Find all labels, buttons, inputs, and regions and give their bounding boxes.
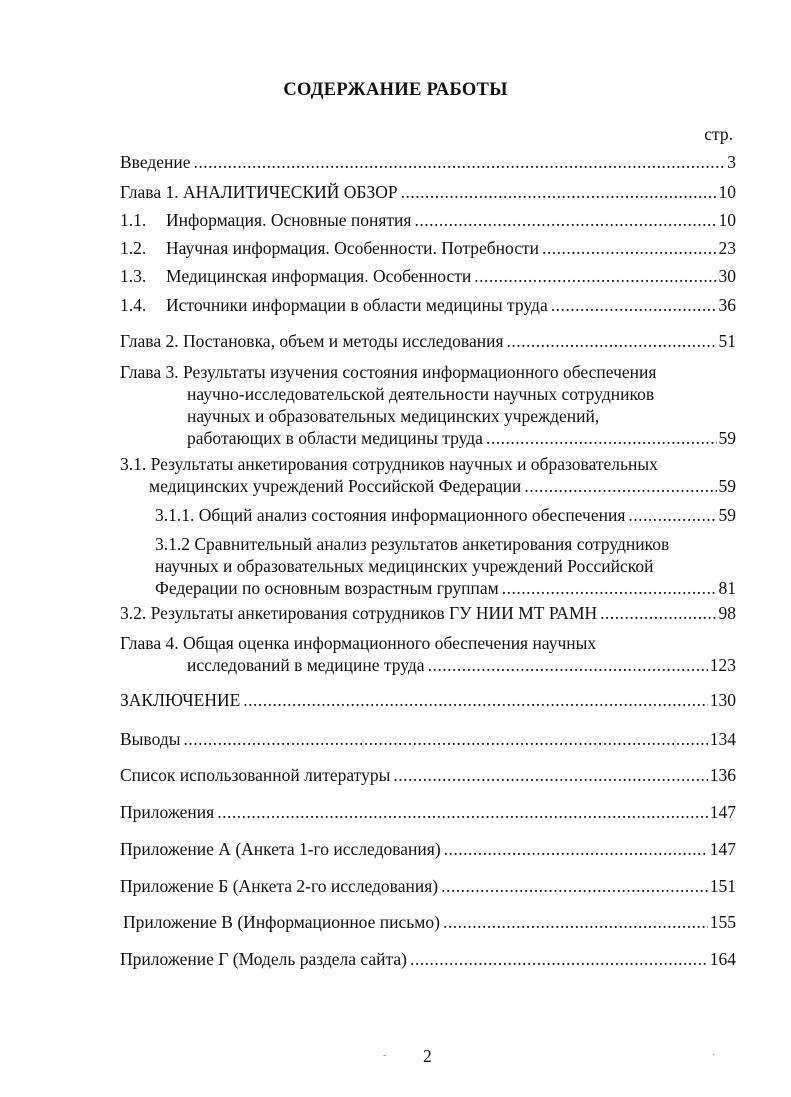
toc-page-number: 123 bbox=[709, 655, 736, 675]
toc-entry-text: Научная информация. Особенности. Потребности bbox=[166, 238, 539, 258]
toc-page-number: 59 bbox=[718, 476, 736, 496]
toc-entry-text: Информация. Основные понятия bbox=[166, 210, 412, 230]
toc-entry-appendix-g bbox=[120, 949, 736, 970]
toc-entry-text: медицинских учреждений Российской Федерации bbox=[149, 476, 522, 496]
toc-page-number: 147 bbox=[709, 839, 736, 859]
dot-leader bbox=[628, 505, 716, 526]
toc-entry-text: научно-исследовательской деятельности научных сотрудников bbox=[187, 384, 655, 404]
section-number: 1.4. bbox=[120, 295, 147, 315]
section-number: 1.3. bbox=[120, 266, 147, 286]
toc-entry-text: Приложение А (Анкета 1-го исследования) bbox=[120, 839, 441, 859]
dot-leader bbox=[443, 912, 708, 933]
page-column-label: стр. bbox=[704, 124, 733, 144]
toc-entry-section-3-1-1 bbox=[155, 505, 736, 526]
dot-leader bbox=[542, 238, 717, 259]
toc-entry-section-1-3 bbox=[120, 266, 736, 287]
dot-leader bbox=[401, 182, 717, 203]
toc-entry-chapter-4 bbox=[120, 632, 736, 676]
toc-entry-appendices bbox=[120, 802, 736, 823]
toc-page-number: 151 bbox=[709, 876, 736, 896]
toc-entry-text: Приложения bbox=[120, 802, 215, 822]
toc-entry-chapter-2 bbox=[120, 331, 736, 352]
toc-entry-text: исследований в медицине труда bbox=[187, 655, 425, 675]
toc-entry-text: Глава 3. Результаты изучения состояния информационного обеспечения bbox=[120, 362, 657, 382]
toc-entry-text: Медицинская информация. Особенности bbox=[166, 266, 472, 286]
toc-entry-text: 3.1.1. Общий анализ состояния информационного обеспечения bbox=[155, 505, 626, 525]
dot-leader bbox=[183, 729, 707, 750]
dot-leader bbox=[507, 331, 717, 352]
toc-page-number: 134 bbox=[709, 729, 736, 749]
toc-page-number: 59 bbox=[718, 505, 736, 525]
dot-leader bbox=[444, 839, 708, 860]
toc-entry-text: Глава 2. Постановка, объем и методы исследования bbox=[120, 331, 504, 351]
toc-entry-appendix-b bbox=[120, 876, 736, 897]
toc-entry-text: Список использованной литературы bbox=[120, 765, 391, 785]
toc-page-number: 136 bbox=[709, 765, 736, 785]
toc-entry-chapter-1 bbox=[120, 182, 736, 203]
toc-entry-text: работающих в области медицины труда bbox=[187, 428, 483, 448]
dot-leader bbox=[414, 210, 716, 231]
toc-entry-text: научных и образовательных медицинских учреждений Российской bbox=[155, 556, 654, 576]
toc-entry-text: научных и образовательных медицинских учреждений, bbox=[187, 406, 600, 426]
dot-leader bbox=[194, 152, 726, 173]
scan-speck: - bbox=[383, 1050, 387, 1061]
dot-leader bbox=[551, 295, 717, 316]
toc-entry-text: Глава 1. АНАЛИТИЧЕСКИЙ ОБЗОР bbox=[120, 182, 398, 202]
dot-leader bbox=[502, 577, 717, 599]
toc-page-number: 147 bbox=[709, 802, 736, 822]
toc-page-number: 10 bbox=[718, 182, 736, 202]
toc-page-number: 155 bbox=[709, 912, 736, 932]
toc-entry-conclusion bbox=[120, 690, 736, 711]
section-number: 1.2. bbox=[120, 238, 147, 258]
toc-entry-text: Федерации по основным возрастным группам bbox=[155, 578, 499, 598]
toc-entry-intro bbox=[120, 152, 736, 173]
toc-entry-chapter-3 bbox=[120, 361, 736, 449]
dot-leader bbox=[428, 654, 708, 676]
dot-leader bbox=[441, 876, 708, 897]
dot-leader bbox=[243, 690, 707, 711]
toc-entry-findings bbox=[120, 729, 736, 750]
toc-entry-section-1-1 bbox=[120, 210, 736, 231]
scan-speck: · bbox=[712, 1050, 716, 1061]
toc-page-number: 23 bbox=[718, 238, 736, 258]
toc-entry-text: ЗАКЛЮЧЕНИЕ bbox=[120, 690, 241, 710]
toc-entry-text: Источники информации в области медицины труда bbox=[166, 295, 548, 315]
toc-entry-text: 3.1.2 Сравнительный анализ результатов анкетирования сотрудников bbox=[155, 534, 670, 554]
toc-entry-text: Глава 4. Общая оценка информационного обеспечения научных bbox=[120, 633, 597, 653]
toc-page-number: 3 bbox=[727, 152, 736, 172]
toc-page-number: 81 bbox=[718, 578, 736, 598]
toc-entry-text: 3.1. Результаты анкетирования сотрудников научных и образовательных bbox=[120, 454, 658, 474]
toc-entry-section-1-2 bbox=[120, 238, 736, 259]
toc-entry-text: Введение bbox=[120, 152, 191, 172]
toc-page-number: 98 bbox=[718, 603, 736, 623]
toc-page-number: 130 bbox=[709, 690, 736, 710]
toc-entry-text: 3.2. Результаты анкетирования сотрудников ГУ НИИ МТ РАМН bbox=[120, 603, 598, 623]
page-title: СОДЕРЖАНИЕ РАБОТЫ bbox=[283, 80, 508, 100]
toc-entry-references bbox=[120, 765, 736, 786]
toc-page-number: 164 bbox=[709, 949, 736, 969]
toc-entry-appendix-v bbox=[123, 912, 736, 933]
page-number: 2 bbox=[423, 1046, 432, 1066]
dot-leader bbox=[393, 765, 707, 786]
toc-entry-section-3-1 bbox=[120, 453, 736, 497]
dot-leader bbox=[486, 427, 717, 449]
toc-page-number: 51 bbox=[718, 331, 736, 351]
dot-leader bbox=[600, 603, 716, 624]
dot-leader bbox=[410, 949, 708, 970]
toc-page-number: 59 bbox=[718, 428, 736, 448]
toc-page-number: 36 bbox=[718, 295, 736, 315]
toc-entry-section-1-4 bbox=[120, 295, 736, 316]
section-number: 1.1. bbox=[120, 210, 147, 230]
dot-leader bbox=[524, 475, 716, 497]
toc-page-number: 30 bbox=[718, 266, 736, 286]
toc-page-number: 10 bbox=[718, 210, 736, 230]
toc-entry-section-3-1-2 bbox=[155, 533, 736, 599]
toc-entry-text: Приложение Г (Модель раздела сайта) bbox=[120, 949, 407, 969]
toc-entry-text: Выводы bbox=[120, 729, 181, 749]
toc-entry-text: Приложение В (Информационное письмо) bbox=[123, 912, 440, 932]
toc-entry-section-3-2 bbox=[120, 603, 736, 624]
toc-entry-text: Приложение Б (Анкета 2-го исследования) bbox=[120, 876, 439, 896]
dot-leader bbox=[217, 802, 708, 823]
dot-leader bbox=[474, 266, 716, 287]
toc-entry-appendix-a bbox=[120, 839, 736, 860]
